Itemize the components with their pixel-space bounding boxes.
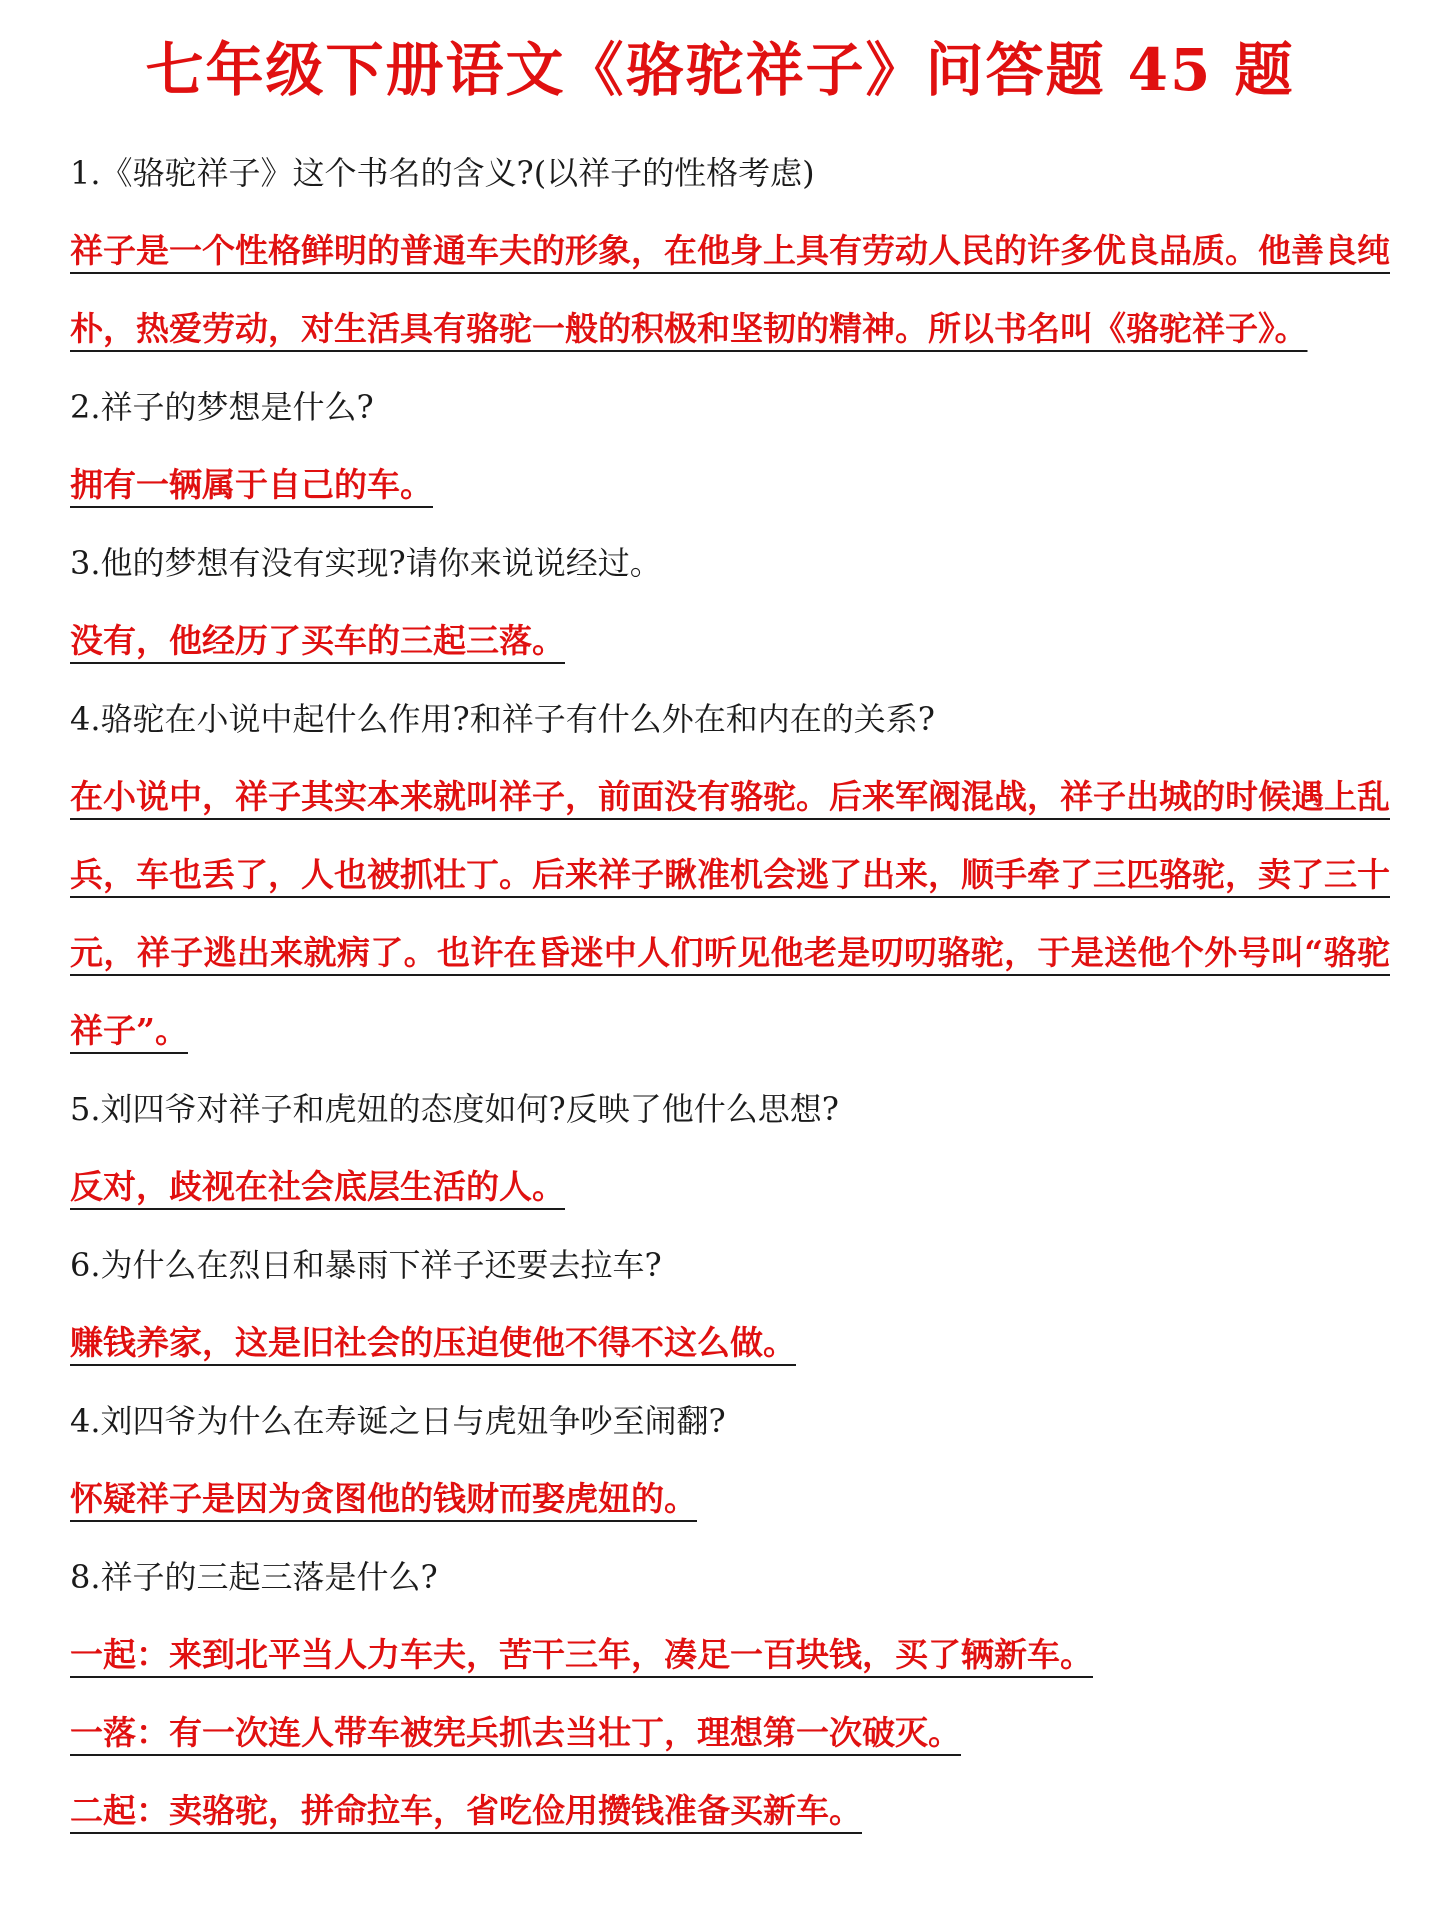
question-2: 2.祥子的梦想是什么? xyxy=(70,388,374,426)
question-5: 5.刘四爷对祥子和虎妞的态度如何?反映了他什么思想? xyxy=(70,1090,839,1128)
answer-2 xyxy=(70,446,1390,524)
answer-8-line-3-text: 二起：卖骆驼，拼命拉车，省吃俭用攒钱准备买新车。 xyxy=(70,1791,862,1830)
answer-1 xyxy=(70,212,1390,368)
answer-4 xyxy=(70,758,1390,1070)
answer-3 xyxy=(70,602,1390,680)
qa-list xyxy=(70,134,1390,1850)
answer-5-text: 反对，歧视在社会底层生活的人。 xyxy=(70,1167,565,1206)
question-7: 4.刘四爷为什么在寿诞之日与虎妞争吵至闹翻? xyxy=(70,1402,726,1440)
question-8: 8.祥子的三起三落是什么? xyxy=(70,1558,438,1596)
page-title: 七年级下册语文《骆驼祥子》问答题 45 题 xyxy=(145,36,1295,104)
answer-1-text: 祥子是一个性格鲜明的普通车夫的形象，在他身上具有劳动人民的许多优良品质。他善良纯朴，热爱劳动，对生活具有骆驼一般的积极和坚韧的精神。所以书名叫《骆驼祥子》。 xyxy=(70,231,1390,348)
answer-8-line-2-text: 一落：有一次连人带车被宪兵抓去当壮丁，理想第一次破灭。 xyxy=(70,1713,961,1752)
question-1: 1.《骆驼祥子》这个书名的含义?(以祥子的性格考虑) xyxy=(70,154,815,192)
answer-6 xyxy=(70,1304,1390,1382)
answer-2-text: 拥有一辆属于自己的车。 xyxy=(70,465,433,504)
answer-4-text: 在小说中，祥子其实本来就叫祥子，前面没有骆驼。后来军阀混战，祥子出城的时候遇上乱兵，车也丢了，人也被抓壮丁。后来祥子瞅准机会逃了出来，顺手牵了三匹骆驼，卖了三十元，祥子逃出来就病了。也许在昏迷中人们听见他老是叨叨骆驼，于是送他个外号叫“骆驼祥子”。 xyxy=(70,777,1390,1050)
answer-8-line-1 xyxy=(70,1616,1390,1694)
question-3: 3.他的梦想有没有实现?请你来说说经过。 xyxy=(70,544,662,582)
question-4: 4.骆驼在小说中起什么作用?和祥子有什么外在和内在的关系? xyxy=(70,700,935,738)
question-6: 6.为什么在烈日和暴雨下祥子还要去拉车? xyxy=(70,1246,662,1284)
answer-8-line-2 xyxy=(70,1694,1390,1772)
answer-6-text: 赚钱养家，这是旧社会的压迫使他不得不这么做。 xyxy=(70,1323,796,1362)
answer-7-text: 怀疑祥子是因为贪图他的钱财而娶虎妞的。 xyxy=(70,1479,697,1518)
answer-5 xyxy=(70,1148,1390,1226)
answer-7 xyxy=(70,1460,1390,1538)
answer-8-line-3 xyxy=(70,1772,1390,1850)
answer-8-line-1-text: 一起：来到北平当人力车夫，苦干三年，凑足一百块钱，买了辆新车。 xyxy=(70,1635,1093,1674)
answer-3-text: 没有，他经历了买车的三起三落。 xyxy=(70,621,565,660)
